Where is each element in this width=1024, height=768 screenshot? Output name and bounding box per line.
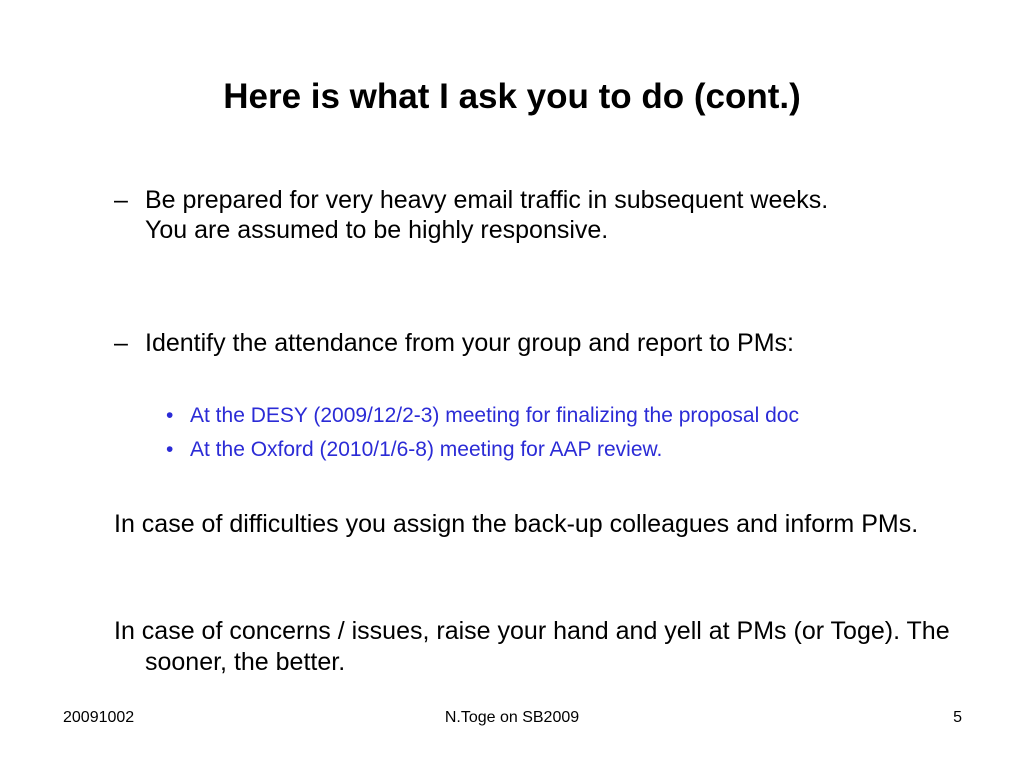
footer-title: N.Toge on SB2009 (444, 709, 580, 726)
footer-page-number: 5 (953, 709, 962, 726)
dash-marker: – (114, 186, 128, 214)
dash-item-line-1: Be prepared for very heavy email traffic in subsequent weeks. (145, 186, 829, 214)
dash-marker: – (114, 329, 128, 357)
paragraph-difficulties: In case of difficulties you assign the back-up colleagues and inform PMs. (114, 510, 919, 538)
footer-date: 20091002 (63, 709, 135, 726)
dash-item-line-1: Identify the attendance from your group and report to PMs: (145, 329, 794, 357)
slide-title: Here is what I ask you to do (cont.) (223, 77, 801, 116)
paragraph-concerns: In case of concerns / issues, raise your hand and yell at PMs (or Toge). The sooner, the better. (114, 617, 950, 676)
sub-bullet-text: At the DESY (2009/12/2-3) meeting for finalizing the proposal doc (190, 404, 799, 427)
sub-bullet-text: At the Oxford (2010/1/6-8) meeting for AAP review. (190, 438, 663, 461)
dash-item-attendance (114, 328, 954, 358)
bullet-marker: • (166, 438, 174, 461)
sub-bullet-oxford (166, 437, 966, 463)
sub-bullet-desy (166, 403, 966, 429)
dash-item-line-2: You are assumed to be highly responsive. (145, 216, 609, 244)
bullet-marker: • (166, 404, 174, 427)
dash-item-email-traffic (114, 185, 954, 245)
